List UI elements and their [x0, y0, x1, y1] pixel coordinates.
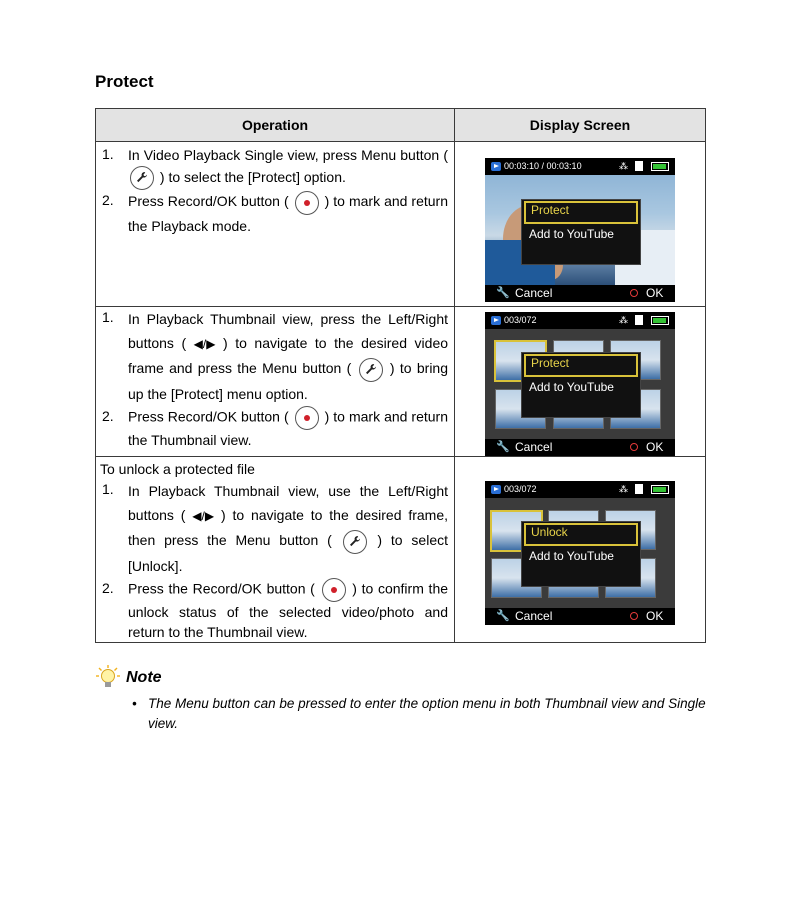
status-bar	[485, 312, 675, 329]
status-bar	[485, 481, 675, 498]
menu-button-icon	[130, 166, 154, 190]
video-play-icon	[491, 162, 501, 171]
operation-cell	[96, 142, 455, 307]
wrench-icon: 🔧	[496, 609, 510, 622]
status-bar	[485, 158, 675, 175]
option-menu	[521, 352, 641, 418]
ok-label: OK	[646, 285, 664, 300]
bottom-bar	[485, 608, 675, 625]
menu-item-protect[interactable]: Protect	[524, 201, 638, 224]
step-item	[100, 406, 448, 451]
step-text: ) to select [Unlock].	[128, 532, 449, 574]
menu-item-unlock[interactable]: Unlock	[524, 523, 638, 546]
note-list	[132, 694, 707, 734]
step-text: Press Record/OK button (	[128, 193, 289, 210]
step-text: ) to select the [Protect] option.	[159, 169, 346, 185]
step-number: 2.	[102, 407, 114, 424]
left-right-arrows-icon: ◀/▶	[192, 509, 215, 524]
quality-icon: ⁂	[619, 315, 628, 325]
wrench-icon: 🔧	[496, 441, 510, 453]
menu-item-add-to-youtube[interactable]: Add to YouTube	[529, 548, 614, 563]
table-row	[96, 307, 706, 457]
step-number: 2.	[102, 579, 114, 596]
step-number: 1.	[102, 146, 114, 162]
battery-icon	[651, 485, 669, 494]
step-text: ) to bring up the [Protect] menu option.	[128, 360, 449, 402]
playback-time: 00:03:10 / 00:03:10	[504, 160, 582, 171]
quality-icon: ⁂	[619, 160, 628, 171]
step-text: ) to navigate to the desired video frame and press the Menu button (	[128, 335, 449, 377]
step-text: ) to mark and return the Playback mode.	[128, 193, 448, 234]
video-play-icon	[491, 316, 501, 325]
sd-card-icon	[635, 484, 643, 494]
display-screen-cell	[455, 457, 706, 643]
protect-operations-table	[95, 108, 706, 643]
wrench-icon: 🔧	[496, 286, 510, 299]
header-operation: Operation	[96, 109, 455, 142]
sd-card-icon	[635, 315, 643, 325]
step-number: 1.	[102, 481, 114, 497]
ok-label: OK	[646, 440, 664, 454]
left-right-arrows-icon: ◀/▶	[193, 337, 216, 352]
step-number: 1.	[102, 309, 114, 325]
table-row	[96, 457, 706, 643]
display-screen-cell	[455, 307, 706, 457]
step-item	[100, 479, 448, 578]
operation-cell	[96, 457, 455, 643]
step-text: In Playback Thumbnail view, use the Left/Right buttons (	[128, 483, 448, 523]
step-text: Press the Record/OK button (	[128, 580, 315, 597]
sd-card-icon	[635, 161, 643, 171]
camera-screen-thumbnail-view	[485, 312, 675, 456]
option-menu	[521, 521, 641, 587]
ok-label: OK	[646, 608, 664, 623]
cancel-label: Cancel	[515, 285, 553, 300]
display-screen-cell	[455, 142, 706, 307]
camera-screen-unlock	[485, 481, 675, 625]
operation-cell	[96, 307, 455, 457]
header-display-screen: Display Screen	[455, 109, 706, 142]
bullet: •	[132, 696, 137, 711]
step-number: 2.	[102, 192, 114, 209]
note-title: Note	[126, 669, 162, 686]
frame-counter: 003/072	[504, 483, 537, 494]
camera-screen-single-view	[485, 158, 675, 302]
record-button-icon	[295, 191, 319, 215]
menu-item-add-to-youtube[interactable]: Add to YouTube	[529, 380, 614, 394]
unlock-lead-text: To unlock a protected file	[100, 461, 255, 477]
frame-counter: 003/072	[504, 315, 537, 325]
cancel-label: Cancel	[515, 440, 553, 454]
video-play-icon	[491, 485, 501, 494]
step-item	[100, 190, 448, 236]
quality-icon: ⁂	[619, 483, 628, 494]
step-text: ) to confirm the unlock status of the selected video/photo and return to the Thumbnail view.	[128, 580, 449, 640]
table-row	[96, 142, 706, 307]
option-menu	[521, 199, 641, 265]
step-text: Press Record/OK button (	[128, 408, 289, 425]
cancel-label: Cancel	[515, 608, 553, 623]
record-dot-icon	[630, 443, 638, 451]
record-dot-icon	[630, 612, 638, 620]
step-item	[100, 307, 448, 406]
page-title: Protect	[95, 72, 154, 91]
bottom-bar	[485, 285, 675, 302]
battery-icon	[651, 162, 669, 171]
record-button-icon	[295, 406, 319, 430]
bottom-bar	[485, 439, 675, 456]
menu-button-icon	[343, 530, 367, 554]
note-text: The Menu button can be pressed to enter the option menu in both Thumbnail view and Single view.	[148, 696, 706, 731]
step-text: ) to mark and return the Thumbnail view.	[128, 408, 448, 448]
menu-item-protect[interactable]: Protect	[524, 354, 638, 377]
record-button-icon	[322, 578, 346, 602]
step-item	[100, 144, 448, 190]
step-text: ) to navigate to the desired frame, then press the Menu button (	[128, 507, 449, 549]
lightbulb-icon	[95, 664, 121, 690]
menu-button-icon	[359, 358, 383, 382]
battery-icon	[651, 316, 669, 325]
step-item	[100, 578, 448, 642]
menu-item-add-to-youtube[interactable]: Add to YouTube	[529, 226, 614, 241]
record-dot-icon	[630, 289, 638, 297]
step-text: In Video Playback Single view, press Menu button (	[128, 147, 448, 163]
step-text: In Playback Thumbnail view, press the Left/Right buttons (	[128, 311, 448, 351]
